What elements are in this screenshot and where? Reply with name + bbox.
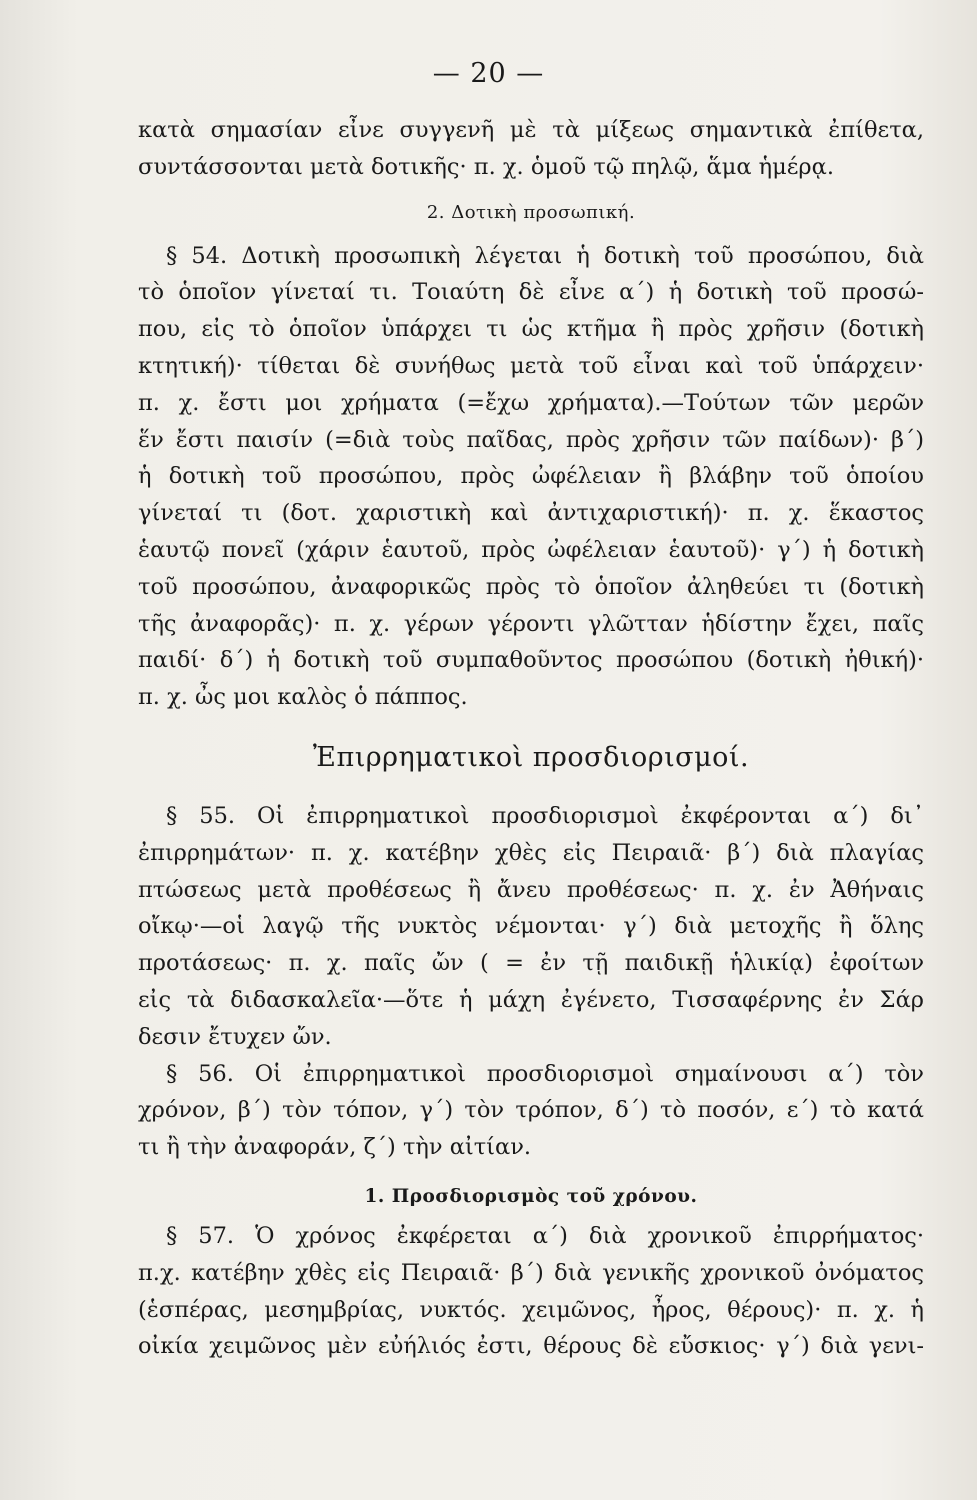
text-line: (ἑσπέρας, μεσημβρίας, νυκτός. χειμῶνος, ἦρος, θέρους)· π. χ. ἡ bbox=[138, 1296, 924, 1323]
page-text bbox=[138, 112, 924, 1365]
text-line: πτώσεως μετὰ προθέσεως ἢ ἄνευ προθέσεως· π. χ. ἐν Ἀθήναις bbox=[138, 876, 924, 903]
text-line: ἐπιρρημάτων· π. χ. κατέβην χθὲς εἰς Πειραιᾶ· β΄) διὰ πλαγίας bbox=[138, 839, 924, 866]
text-line: εἰς τὰ διδασκαλεῖα·—ὅτε ἡ μάχη ἐγένετο, Τισσαφέρνης ἐν Σάρ bbox=[138, 986, 924, 1013]
text-line: τὸ ὁποῖον γίνεταί τι. Τοιαύτη δὲ εἶνε α΄) ἡ δοτικὴ τοῦ προσώ- bbox=[138, 279, 924, 306]
text-line: οἴκῳ·—οἱ λαγῷ τῆς νυκτὸς νέμονται· γ΄) διὰ μετοχῆς ἢ ὅλης bbox=[138, 913, 924, 940]
section-heading-adverbial: Ἐπιρρηματικοὶ προσδιορισμοί. bbox=[312, 741, 750, 773]
text-line: κατὰ σημασίαν εἶνε συγγενῆ μὲ τὰ μίξεως σημαντικὰ ἐπίθετα, bbox=[138, 117, 924, 143]
text-line: ἑαυτῷ πονεῖ (χάριν ἑαυτοῦ, πρὸς ὠφέλειαν ἑαυτοῦ)· γ΄) ἡ δοτικὴ bbox=[138, 536, 924, 563]
paragraph-57 bbox=[138, 1218, 924, 1365]
text-line: δεσιν ἔτυχεν ὤν. bbox=[138, 1023, 332, 1050]
page-number: — 20 — bbox=[432, 58, 545, 89]
text-line: κτητική)· τίθεται δὲ συνήθως μετὰ τοῦ εἶναι καὶ τοῦ ὑπάρχειν· bbox=[138, 352, 924, 379]
paragraph-54 bbox=[138, 238, 924, 716]
subheading-time: 1. Προσδιορισμὸς τοῦ χρόνου. bbox=[364, 1185, 698, 1207]
text-line: τοῦ προσώπου, ἀναφορικῶς πρὸς τὸ ὁποῖον ἀληθεύει τι (δοτικὴ bbox=[138, 573, 924, 600]
text-line: π. χ. ὦς μοι καλὸς ὁ πάππος. bbox=[138, 684, 468, 711]
text-line: π. χ. ἔστι μοι χρήματα (=ἔχω χρήματα).—Τούτων τῶν μερῶν bbox=[138, 389, 924, 416]
text-line: π.χ. κατέβην χθὲς εἰς Πειραιᾶ· β΄) διὰ γενικῆς χρονικοῦ ὀνόματος bbox=[138, 1259, 924, 1286]
text-line: χρόνον, β΄) τὸν τόπον, γ΄) τὸν τρόπον, δ΄) τὸ ποσόν, ε΄) τὸ κατά bbox=[138, 1097, 924, 1124]
text-line: § 54. Δοτικὴ προσωπικὴ λέγεται ἡ δοτικὴ τοῦ προσώπου, διὰ bbox=[166, 242, 924, 269]
text-line: παιδί· δ΄) ἡ δοτικὴ τοῦ συμπαθοῦντος προσώπου (δοτικὴ ἠθική)· bbox=[138, 647, 924, 674]
text-line: τι ἢ τὴν ἀναφοράν, ζ΄) τὴν αἰτίαν. bbox=[138, 1134, 532, 1161]
subheading-dative-personal: 2. Δοτικὴ προσωπική. bbox=[426, 201, 636, 223]
text-line: τῆς ἀναφορᾶς)· π. χ. γέρων γέροντι γλῶτταν ἡδίστην ἔχει, παῖς bbox=[138, 610, 924, 637]
text-line: § 57. Ὁ χρόνος ἐκφέρεται α΄) διὰ χρονικοῦ ἐπιρρήματος· bbox=[166, 1222, 924, 1249]
text-line: ἕν ἔστι παισίν (=διὰ τοὺς παῖδας, πρὸς χρῆσιν τῶν παίδων)· β΄) bbox=[138, 426, 924, 453]
text-line: συντάσσονται μετὰ δοτικῆς· π. χ. ὁμοῦ τῷ πηλῷ, ἅμα ἡμέρᾳ. bbox=[138, 153, 834, 180]
paragraph-56 bbox=[138, 1056, 924, 1166]
continued-paragraph bbox=[138, 112, 924, 186]
text-line: οἰκία χειμῶνος μὲν εὐήλιός ἐστι, θέρους δὲ εὔσκιος· γ΄) διὰ γενι- bbox=[138, 1333, 924, 1360]
paragraph-55 bbox=[138, 798, 924, 1056]
text-line: που, εἰς τὸ ὁποῖον ὑπάρχει τι ὡς κτῆμα ἢ πρὸς χρῆσιν (δοτικὴ bbox=[138, 316, 924, 343]
text-line: ἡ δοτικὴ τοῦ προσώπου, πρὸς ὠφέλειαν ἢ βλάβην τοῦ ὁποίου bbox=[138, 463, 924, 490]
text-line: προτάσεως· π. χ. παῖς ὤν ( = ἐν τῇ παιδικῇ ἡλικίᾳ) ἐφοίτων bbox=[138, 950, 924, 977]
text-line: § 56. Οἱ ἐπιρρηματικοὶ προσδιορισμοὶ σημαίνουσι α΄) τὸν bbox=[166, 1060, 924, 1087]
text-line: γίνεταί τι (δοτ. χαριστικὴ καὶ ἀντιχαριστική)· π. χ. ἕκαστος bbox=[138, 500, 924, 527]
text-line: § 55. Οἱ ἐπιρρηματικοὶ προσδιορισμοὶ ἐκφέρονται α΄) δι᾿ bbox=[166, 802, 924, 829]
